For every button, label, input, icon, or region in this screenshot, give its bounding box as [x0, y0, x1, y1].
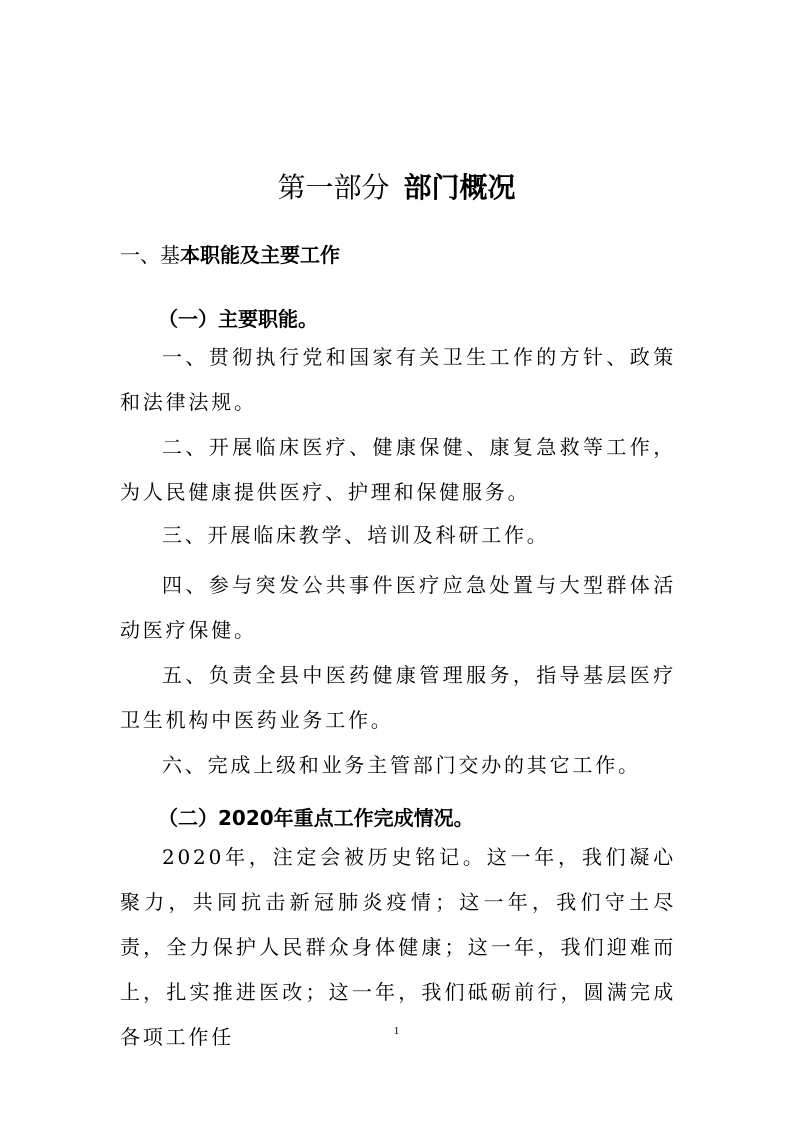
page-title	[0, 168, 793, 208]
subsection-heading-2020-work: （二）2020年重点工作完成情况。	[158, 806, 474, 830]
summary-paragraph: 2020年，注定会被历史铭记。这一年，我们凝心聚力，共同抗击新冠肺炎疫情；这一年，我们守土尽责，全力保护人民群众身体健康；这一年，我们迎难而上，扎实推进医改；这一年，我们砥砺前行，圆满完成各项工作任	[120, 845, 676, 1049]
function-paragraph-1: 一、贯彻执行党和国家有关卫生工作的方针、政策和法律法规。	[120, 345, 676, 414]
function-paragraph-2: 二、开展临床医疗、健康保健、康复急救等工作，为人民健康提供医疗、护理和保健服务。	[120, 435, 676, 504]
function-paragraph-6: 六、完成上级和业务主管部门交办的其它工作。	[162, 753, 641, 777]
function-paragraph-3: 三、开展临床教学、培训及科研工作。	[162, 523, 550, 547]
section-heading-main: 本职能及主要工作	[180, 243, 340, 267]
section-heading-prefix: 一、基	[120, 243, 180, 267]
function-paragraph-4: 四、参与突发公共事件医疗应急处置与大型群体活动医疗保健。	[120, 573, 676, 642]
title-main: 部门概况	[403, 171, 516, 204]
subsection-heading-main-functions: （一）主要职能。	[158, 307, 318, 331]
function-paragraph-5: 五、负责全县中医药健康管理服务，指导基层医疗卫生机构中医药业务工作。	[120, 663, 676, 732]
section-heading-basic-functions	[120, 240, 340, 270]
page-number: 1	[393, 1025, 400, 1037]
title-part-label: 第一部分	[277, 171, 390, 204]
